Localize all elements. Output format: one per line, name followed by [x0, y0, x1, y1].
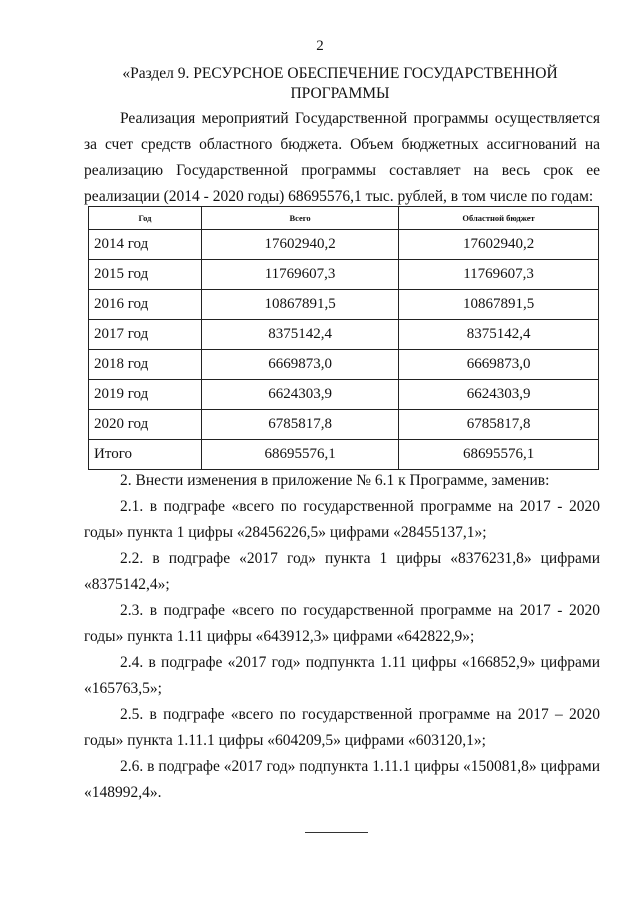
header-regional-budget: Областной бюджет: [399, 207, 599, 230]
table-header-row: [89, 207, 599, 230]
regional-cell: 10867891,5: [399, 290, 599, 320]
total-cell: 6624303,9: [202, 380, 399, 410]
changes-intro: 2. Внести изменения в приложение № 6.1 к Программе, заменив:: [120, 472, 550, 489]
regional-cell: 68695576,1: [399, 440, 599, 470]
total-cell: 6785817,8: [202, 410, 399, 440]
header-total: Всего: [202, 207, 399, 230]
change-item: 2.4. в подграфе «2017 год» подпункта 1.11 цифры «166852,9» цифрами «165763,5»;: [84, 654, 600, 697]
regional-cell: 11769607,3: [399, 260, 599, 290]
year-cell: 2017 год: [89, 320, 202, 350]
year-cell: 2016 год: [89, 290, 202, 320]
total-cell: 10867891,5: [202, 290, 399, 320]
regional-cell: 6624303,9: [399, 380, 599, 410]
change-item: 2.5. в подграфе «всего по государственной программе на 2017 – 2020 годы» пункта 1.11.1 цифры «604209,5» цифрами «603120,1»;: [84, 706, 600, 749]
regional-cell: 6669873,0: [399, 350, 599, 380]
intro-paragraph: [84, 106, 600, 210]
table-row: [89, 290, 599, 320]
year-cell: 2020 год: [89, 410, 202, 440]
year-cell: 2019 год: [89, 380, 202, 410]
header-year: Год: [89, 207, 202, 230]
table-row: [89, 410, 599, 440]
total-cell: 8375142,4: [202, 320, 399, 350]
total-cell: 6669873,0: [202, 350, 399, 380]
change-item: 2.2. в подграфе «2017 год» пункта 1 цифры «8376231,8» цифрами «8375142,4»;: [84, 550, 600, 593]
table-row: [89, 320, 599, 350]
intro-text: Реализация мероприятий Государственной программы осуществляется за счет средств областного бюджета. Объем бюджетных ассигнований на реализацию Государственной программы составляет на весь срок ее реализации (2014 - 2020 годы) 68695576,1 тыс. рублей, в том числе по годам:: [84, 110, 600, 205]
total-cell: 17602940,2: [202, 230, 399, 260]
end-rule: [305, 832, 368, 833]
budget-table: [88, 206, 599, 470]
regional-cell: 6785817,8: [399, 410, 599, 440]
total-cell: 11769607,3: [202, 260, 399, 290]
table-row-total: [89, 440, 599, 470]
year-cell: Итого: [89, 440, 202, 470]
year-cell: 2014 год: [89, 230, 202, 260]
table-row: [89, 230, 599, 260]
change-item: 2.6. в подграфе «2017 год» подпункта 1.11.1 цифры «150081,8» цифрами «148992,4».: [84, 758, 600, 801]
regional-cell: 17602940,2: [399, 230, 599, 260]
year-cell: 2015 год: [89, 260, 202, 290]
change-item: 2.1. в подграфе «всего по государственной программе на 2017 - 2020 годы» пункта 1 цифры «28456226,5» цифрами «28455137,1»;: [84, 498, 600, 541]
year-cell: 2018 год: [89, 350, 202, 380]
table-row: [89, 380, 599, 410]
regional-cell: 8375142,4: [399, 320, 599, 350]
total-cell: 68695576,1: [202, 440, 399, 470]
table-row: [89, 350, 599, 380]
table-row: [89, 260, 599, 290]
change-item: 2.3. в подграфе «всего по государственной программе на 2017 - 2020 годы» пункта 1.11 цифры «643912,3» цифрами «642822,9»;: [84, 602, 600, 645]
section-heading: «Раздел 9. РЕСУРСНОЕ ОБЕСПЕЧЕНИЕ ГОСУДАРСТВЕННОЙ ПРОГРАММЫ: [122, 65, 558, 102]
changes-list: [84, 468, 600, 806]
page-number: 2: [316, 38, 324, 54]
